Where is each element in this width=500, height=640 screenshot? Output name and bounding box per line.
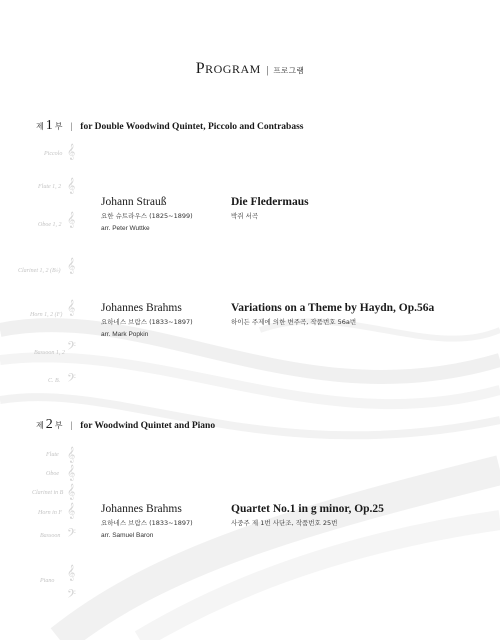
treble-clef-icon: 𝄞 bbox=[67, 503, 76, 519]
score-label: Bassoon 1, 2 bbox=[34, 350, 65, 356]
part-2-heading bbox=[36, 417, 215, 433]
work-block bbox=[231, 196, 309, 220]
score-label: Piccolo bbox=[44, 151, 63, 157]
title-initial: P bbox=[195, 60, 206, 77]
composer-korean: 요한 슈트라우스 (1825~1899) bbox=[101, 212, 193, 220]
score-label: Clarinet in B bbox=[32, 490, 64, 496]
bass-clef-icon: 𝄢 bbox=[67, 372, 77, 388]
part-description: for Woodwind Quintet and Piano bbox=[80, 421, 216, 431]
part-prefix: 제 bbox=[36, 421, 44, 430]
part-prefix: 제 bbox=[36, 122, 44, 131]
score-label: Clarinet 1, 2 (B♭) bbox=[18, 268, 61, 274]
composer-block bbox=[101, 503, 193, 539]
work-title-korean: 사중주 제 1번 사단조, 작품번호 25번 bbox=[231, 519, 338, 527]
part-separator: | bbox=[70, 420, 73, 430]
part-description: for Double Woodwind Quintet, Piccolo and Contrabass bbox=[80, 122, 304, 132]
score-label: Bassoon bbox=[40, 533, 61, 539]
composer-block bbox=[101, 302, 193, 338]
score-label: Horn in F bbox=[38, 510, 62, 516]
work-title-korean: 하이든 주제에 의한 변주곡, 작품번호 56a번 bbox=[231, 318, 357, 326]
treble-clef-icon: 𝄞 bbox=[67, 300, 76, 316]
title-rest: ROGRAM bbox=[205, 62, 261, 76]
title-korean: 프로그램 bbox=[273, 66, 305, 75]
treble-clef-icon: 𝄞 bbox=[67, 212, 76, 228]
score-label: Oboe bbox=[46, 471, 59, 477]
composer-name: Johannes Brahms bbox=[101, 302, 182, 314]
page-title bbox=[0, 60, 500, 78]
treble-clef-icon: 𝄞 bbox=[67, 465, 76, 481]
score-label: Horn 1, 2 (F) bbox=[30, 312, 63, 318]
bass-clef-icon: 𝄢 bbox=[67, 527, 77, 543]
treble-clef-icon: 𝄞 bbox=[67, 484, 76, 500]
title-separator: | bbox=[266, 65, 270, 76]
score-label: Oboe 1, 2 bbox=[38, 222, 62, 228]
treble-clef-icon: 𝄞 bbox=[67, 178, 76, 194]
work-block bbox=[231, 302, 434, 326]
score-label: Flute 1, 2 bbox=[38, 184, 62, 190]
work-title: Variations on a Theme by Haydn, Op.56a bbox=[231, 302, 435, 314]
composer-name: Johann Strauß bbox=[101, 196, 167, 208]
treble-clef-icon: 𝄞 bbox=[67, 258, 76, 274]
work-title: Quartet No.1 in g minor, Op.25 bbox=[231, 503, 384, 515]
part-separator: | bbox=[70, 121, 73, 131]
treble-clef-icon: 𝄞 bbox=[67, 144, 76, 160]
score-label: Piano bbox=[40, 578, 55, 584]
part-suffix: 부 bbox=[54, 421, 63, 430]
arranger: arr. Peter Wuttke bbox=[101, 225, 150, 232]
part-suffix: 부 bbox=[54, 122, 63, 131]
arranger: arr. Samuel Baron bbox=[101, 532, 154, 539]
part-number: 1 bbox=[45, 118, 53, 133]
work-title: Die Fledermaus bbox=[231, 196, 309, 208]
composer-korean: 요하네스 브람스 (1833~1897) bbox=[101, 519, 193, 527]
score-label: Flute bbox=[46, 452, 59, 458]
treble-clef-icon: 𝄞 bbox=[67, 447, 76, 463]
bass-clef-icon: 𝄢 bbox=[67, 588, 77, 604]
treble-clef-icon: 𝄞 bbox=[67, 565, 76, 581]
part-1-heading bbox=[36, 118, 303, 134]
composer-name: Johannes Brahms bbox=[101, 503, 182, 515]
work-block bbox=[231, 503, 384, 527]
part-number: 2 bbox=[45, 417, 53, 432]
arranger: arr. Mark Popkin bbox=[101, 331, 149, 338]
score-label: C. B. bbox=[48, 378, 61, 384]
bass-clef-icon: 𝄢 bbox=[67, 340, 77, 356]
composer-korean: 요하네스 브람스 (1833~1897) bbox=[101, 318, 193, 326]
composer-block bbox=[101, 196, 193, 232]
work-title-korean: 박쥐 서곡 bbox=[231, 212, 259, 220]
